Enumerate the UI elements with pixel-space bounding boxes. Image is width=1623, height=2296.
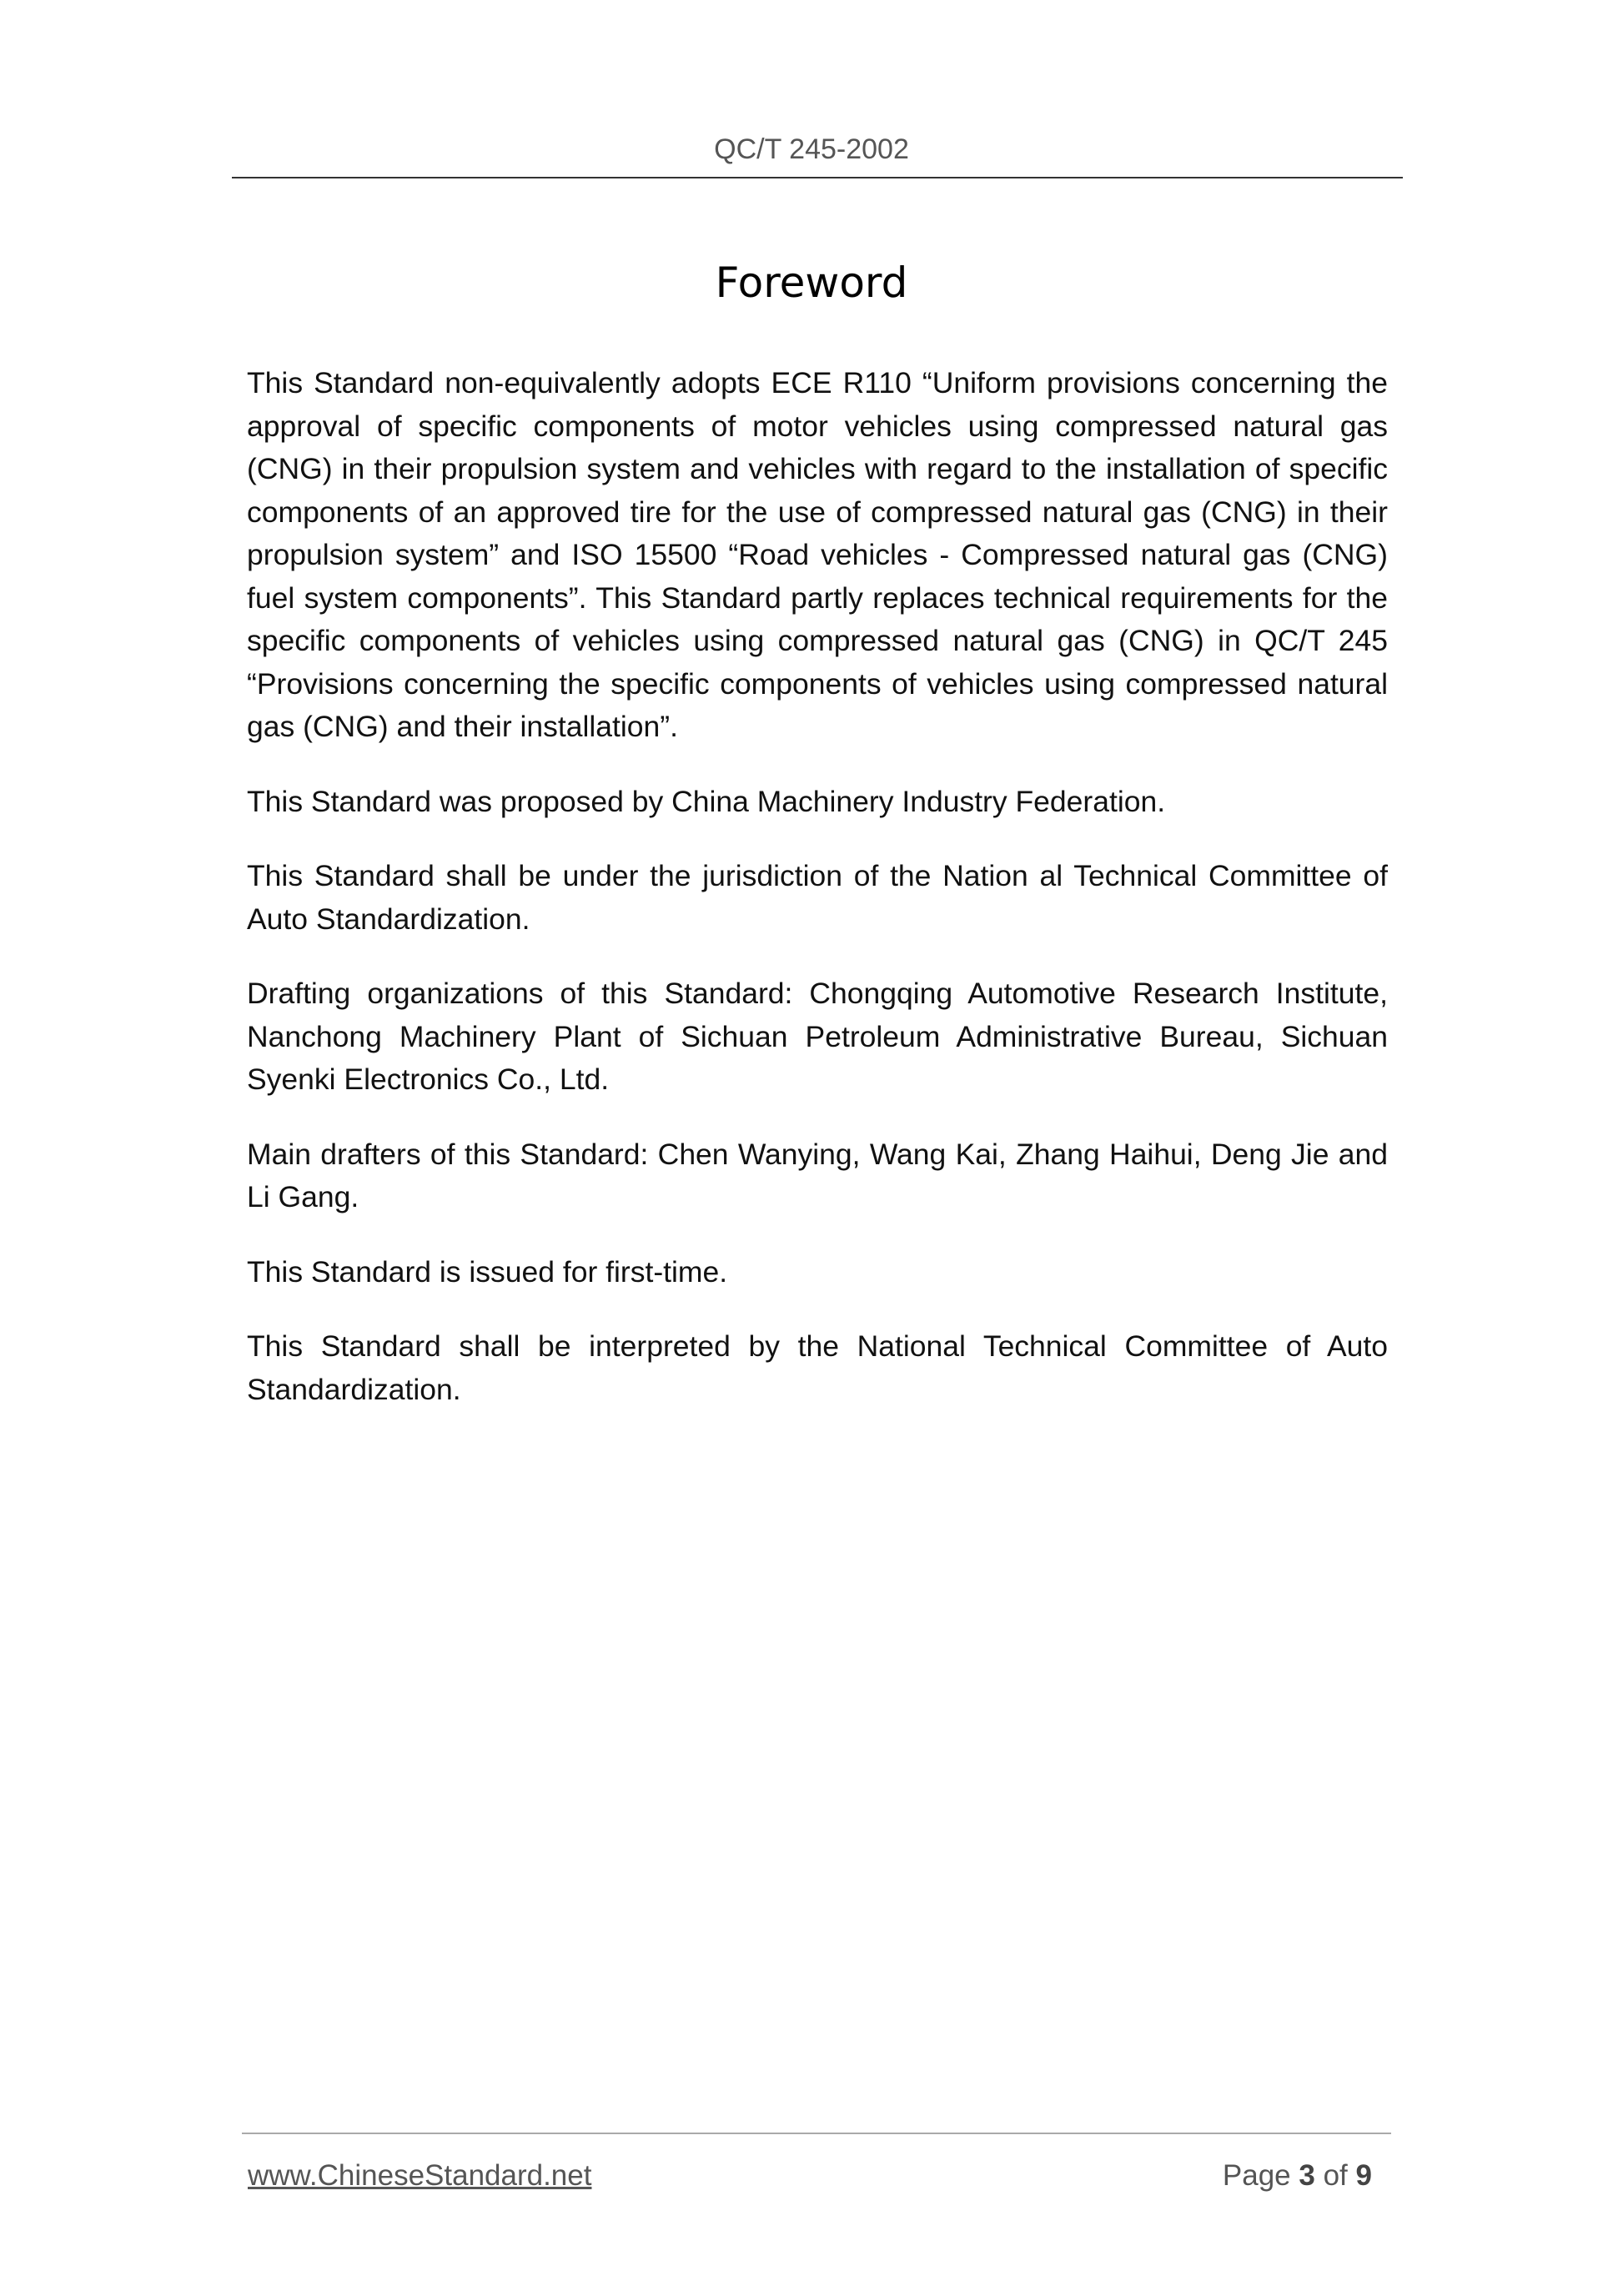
- paragraph-interpretation: This Standard shall be interpreted by the National Technical Committee of Auto Standardization.: [247, 1329, 1388, 1406]
- header-divider: [232, 177, 1403, 178]
- page-indicator: [1223, 2158, 1372, 2193]
- paragraph-drafting-organizations: Drafting organizations of this Standard: Chongqing Automotive Research Institute, Nanchong Machinery Plant of Sichuan Petroleum Administrative Bureau, Sichuan Syenki Electronics Co., Ltd.: [247, 977, 1388, 1096]
- paragraph-main-drafters: Main drafters of this Standard: Chen Wanying, Wang Kai, Zhang Haihui, Deng Jie and Li Gang.: [247, 1137, 1388, 1213]
- paragraph-proposed-by: This Standard was proposed by China Machinery Industry Federation.: [247, 784, 1166, 818]
- document-code: QC/T 245-2002: [714, 133, 909, 165]
- paragraph-first-issue: This Standard is issued for first-time.: [247, 1254, 728, 1289]
- page-prefix: Page: [1222, 2159, 1291, 2192]
- page-of: of: [1323, 2159, 1348, 2192]
- page-title: Foreword: [715, 259, 908, 307]
- website-link[interactable]: www.ChineseStandard.net: [248, 2159, 592, 2192]
- paragraph-adoption: This Standard non-equivalently adopts ECE R110 “Uniform provisions concerning the approval of specific components of motor vehicles using compressed natural gas (CNG) in their propulsion system and vehicles with regard to the installation of specific components of an approved tire for the use of compressed natural gas (CNG) in their propulsion system” and ISO 15500 “Road vehicles - Compressed natural gas (CNG) fuel system components”. This Standard partly replaces technical requirements for the specific components of vehicles using compressed natural gas (CNG) in QC/T 245 “Provisions concerning the specific components of vehicles using compressed natural gas (CNG) and their installation”.: [247, 366, 1388, 743]
- page-total: 9: [1355, 2159, 1372, 2192]
- foreword-body: [247, 362, 1388, 1443]
- page-current: 3: [1299, 2159, 1315, 2192]
- footer-divider: [242, 2133, 1391, 2134]
- paragraph-jurisdiction: This Standard shall be under the jurisdiction of the Nation al Technical Committee of Auto Standardization.: [247, 859, 1388, 936]
